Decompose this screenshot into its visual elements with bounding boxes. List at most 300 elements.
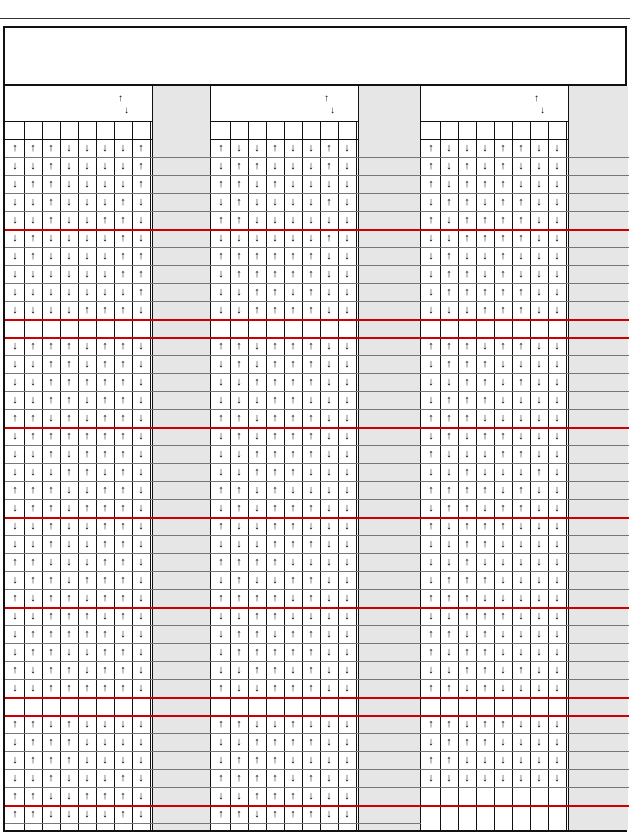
up-arrow-icon: ↑ <box>66 412 72 424</box>
group-divider <box>5 319 629 321</box>
up-arrow-icon: ↑ <box>30 232 36 244</box>
data-row <box>5 284 211 302</box>
up-arrow-icon: ↑ <box>308 376 314 388</box>
down-arrow-icon: ↓ <box>554 502 560 514</box>
up-arrow-icon: ↑ <box>464 466 470 478</box>
down-arrow-icon: ↓ <box>554 358 560 370</box>
down-arrow-icon: ↓ <box>66 448 72 460</box>
down-arrow-icon: ↓ <box>138 772 144 784</box>
up-arrow-icon: ↑ <box>290 358 296 370</box>
up-arrow-icon: ↑ <box>464 214 470 226</box>
down-arrow-icon: ↓ <box>272 232 278 244</box>
down-arrow-icon: ↓ <box>48 268 54 280</box>
down-arrow-icon: ↓ <box>218 286 224 298</box>
data-row <box>211 302 421 320</box>
up-arrow-icon: ↑ <box>326 196 332 208</box>
up-arrow-icon: ↑ <box>308 250 314 262</box>
data-row <box>211 608 421 626</box>
up-arrow-icon: ↑ <box>272 520 278 532</box>
up-arrow-icon: ↑ <box>236 340 242 352</box>
down-arrow-icon: ↓ <box>536 484 542 496</box>
up-arrow-icon: ↑ <box>84 610 90 622</box>
up-arrow-icon: ↑ <box>482 376 488 388</box>
down-arrow-icon: ↓ <box>536 160 542 172</box>
up-arrow-icon: ↑ <box>236 178 242 190</box>
down-arrow-icon: ↓ <box>518 358 524 370</box>
down-arrow-icon: ↓ <box>308 178 314 190</box>
up-arrow-icon: ↑ <box>48 682 54 694</box>
up-arrow-icon: ↑ <box>428 520 434 532</box>
data-row <box>421 140 629 158</box>
up-arrow-icon: ↑ <box>102 484 108 496</box>
down-arrow-icon: ↓ <box>254 520 260 532</box>
up-arrow-icon: ↑ <box>272 484 278 496</box>
down-arrow-icon: ↓ <box>344 502 350 514</box>
up-arrow-icon: ↑ <box>290 304 296 316</box>
down-arrow-icon: ↓ <box>326 520 332 532</box>
up-arrow-icon: ↑ <box>272 646 278 658</box>
down-arrow-icon: ↓ <box>326 574 332 586</box>
down-arrow-icon: ↓ <box>326 772 332 784</box>
up-arrow-icon: ↑ <box>120 574 126 586</box>
down-arrow-icon: ↓ <box>482 142 488 154</box>
up-arrow-icon: ↑ <box>464 484 470 496</box>
up-arrow-icon: ↑ <box>272 304 278 316</box>
down-arrow-icon: ↓ <box>236 538 242 550</box>
up-arrow-icon: ↑ <box>254 646 260 658</box>
up-arrow-icon: ↑ <box>272 412 278 424</box>
down-arrow-icon: ↓ <box>12 160 18 172</box>
up-arrow-icon: ↑ <box>102 394 108 406</box>
down-arrow-icon: ↓ <box>554 214 560 226</box>
down-arrow-icon: ↓ <box>236 286 242 298</box>
down-arrow-icon: ↓ <box>30 682 36 694</box>
down-arrow-icon: ↓ <box>254 808 260 820</box>
down-arrow-icon: ↓ <box>12 448 18 460</box>
data-row <box>421 338 629 356</box>
up-arrow-icon: ↑ <box>218 520 224 532</box>
down-arrow-icon: ↓ <box>344 340 350 352</box>
data-row <box>5 212 211 230</box>
up-arrow-icon: ↑ <box>500 178 506 190</box>
down-arrow-icon: ↓ <box>554 394 560 406</box>
down-arrow-icon: ↓ <box>308 214 314 226</box>
up-arrow-icon: ↑ <box>308 430 314 442</box>
up-arrow-icon: ↑ <box>120 664 126 676</box>
down-arrow-icon: ↓ <box>308 484 314 496</box>
down-arrow-icon: ↓ <box>428 268 434 280</box>
down-arrow-icon: ↓ <box>66 502 72 514</box>
data-row <box>5 644 211 662</box>
down-arrow-icon: ↓ <box>12 538 18 550</box>
down-arrow-icon: ↓ <box>344 646 350 658</box>
down-arrow-icon: ↓ <box>482 502 488 514</box>
data-row <box>421 500 629 518</box>
down-arrow-icon: ↓ <box>326 682 332 694</box>
up-arrow-icon: ↑ <box>48 664 54 676</box>
down-arrow-icon: ↓ <box>30 610 36 622</box>
down-arrow-icon: ↓ <box>30 592 36 604</box>
data-row <box>5 302 211 320</box>
down-arrow-icon: ↓ <box>138 430 144 442</box>
down-arrow-icon: ↓ <box>464 250 470 262</box>
up-arrow-icon: ↑ <box>290 502 296 514</box>
down-arrow-icon: ↓ <box>102 250 108 262</box>
up-arrow-icon: ↑ <box>428 592 434 604</box>
down-arrow-icon: ↓ <box>84 178 90 190</box>
down-arrow-icon: ↓ <box>254 502 260 514</box>
down-arrow-icon: ↓ <box>536 142 542 154</box>
up-arrow-icon: ↑ <box>482 232 488 244</box>
down-arrow-icon: ↓ <box>138 394 144 406</box>
down-arrow-icon: ↓ <box>290 610 296 622</box>
up-arrow-icon: ↑ <box>236 754 242 766</box>
down-arrow-icon: ↓ <box>554 736 560 748</box>
down-arrow-icon: ↓ <box>482 160 488 172</box>
down-arrow-icon: ↓ <box>464 772 470 784</box>
up-arrow-icon: ↑ <box>308 538 314 550</box>
data-row <box>421 446 629 464</box>
down-arrow-icon: ↓ <box>290 286 296 298</box>
down-arrow-icon: ↓ <box>48 790 54 802</box>
up-arrow-icon: ↑ <box>446 394 452 406</box>
up-arrow-icon: ↑ <box>30 790 36 802</box>
down-arrow-icon: ↓ <box>218 754 224 766</box>
up-arrow-icon: ↑ <box>120 304 126 316</box>
up-arrow-icon: ↑ <box>102 664 108 676</box>
data-row <box>421 374 629 392</box>
down-arrow-icon: ↓ <box>120 286 126 298</box>
down-arrow-icon: ↓ <box>308 610 314 622</box>
down-arrow-icon: ↓ <box>12 682 18 694</box>
up-arrow-icon: ↑ <box>48 772 54 784</box>
up-arrow-icon: ↑ <box>218 682 224 694</box>
data-row <box>421 536 629 554</box>
down-arrow-icon: ↓ <box>326 592 332 604</box>
down-arrow-icon: ↓ <box>536 430 542 442</box>
down-arrow-icon: ↓ <box>326 358 332 370</box>
up-arrow-icon: ↑ <box>308 574 314 586</box>
up-arrow-icon: ↑ <box>236 646 242 658</box>
up-arrow-icon: ↑ <box>236 718 242 730</box>
down-arrow-icon: ↓ <box>500 664 506 676</box>
up-arrow-icon: ↑ <box>326 142 332 154</box>
down-arrow-icon: ↓ <box>12 376 18 388</box>
panel-1 <box>5 86 211 830</box>
down-arrow-icon: ↓ <box>518 628 524 640</box>
down-arrow-icon: ↓ <box>308 790 314 802</box>
up-arrow-icon: ↑ <box>446 268 452 280</box>
up-arrow-icon: ↑ <box>290 250 296 262</box>
down-arrow-icon: ↓ <box>554 610 560 622</box>
down-arrow-icon: ↓ <box>518 646 524 658</box>
up-arrow-icon: ↑ <box>326 160 332 172</box>
data-row <box>211 158 421 176</box>
down-arrow-icon: ↓ <box>554 628 560 640</box>
down-arrow-icon: ↓ <box>120 718 126 730</box>
up-arrow-icon: ↑ <box>236 592 242 604</box>
down-arrow-icon: ↓ <box>102 268 108 280</box>
down-arrow-icon: ↓ <box>218 538 224 550</box>
data-row <box>211 644 421 662</box>
up-arrow-icon: ↑ <box>290 376 296 388</box>
down-arrow-icon: ↓ <box>30 520 36 532</box>
down-arrow-icon: ↓ <box>326 610 332 622</box>
down-arrow-icon: ↓ <box>84 718 90 730</box>
down-arrow-icon: ↓ <box>48 808 54 820</box>
down-arrow-icon: ↓ <box>48 286 54 298</box>
down-arrow-icon: ↓ <box>344 484 350 496</box>
down-arrow-icon: ↓ <box>138 646 144 658</box>
up-arrow-icon: ↑ <box>500 718 506 730</box>
up-arrow-icon: ↑ <box>102 358 108 370</box>
down-arrow-icon: ↓ <box>518 268 524 280</box>
down-arrow-icon: ↓ <box>554 286 560 298</box>
up-arrow-icon: ↑ <box>218 340 224 352</box>
data-row <box>5 194 211 212</box>
down-arrow-icon: ↓ <box>254 340 260 352</box>
down-arrow-icon: ↓ <box>344 268 350 280</box>
up-arrow-icon: ↑ <box>30 340 36 352</box>
data-row <box>421 518 629 536</box>
data-row <box>5 464 211 482</box>
down-arrow-icon: ↓ <box>518 556 524 568</box>
up-arrow-icon: ↑ <box>218 178 224 190</box>
down-arrow-icon: ↓ <box>518 682 524 694</box>
up-arrow-icon: ↑ <box>464 286 470 298</box>
down-arrow-icon: ↓ <box>518 250 524 262</box>
title-area <box>5 28 625 86</box>
down-arrow-icon: ↓ <box>536 214 542 226</box>
up-arrow-icon: ↑ <box>48 592 54 604</box>
down-arrow-icon: ↓ <box>218 160 224 172</box>
up-arrow-icon: ↑ <box>48 484 54 496</box>
up-arrow-icon: ↑ <box>236 556 242 568</box>
down-arrow-icon: ↓ <box>428 538 434 550</box>
data-row <box>5 428 211 446</box>
down-arrow-icon: ↓ <box>66 574 72 586</box>
down-arrow-icon: ↓ <box>12 286 18 298</box>
down-arrow-icon: ↓ <box>66 250 72 262</box>
up-arrow-icon: ↑ <box>482 394 488 406</box>
up-arrow-icon: ↑ <box>254 592 260 604</box>
down-arrow-icon: ↓ <box>84 556 90 568</box>
down-arrow-icon: ↓ <box>30 664 36 676</box>
up-arrow-icon: ↑ <box>428 754 434 766</box>
down-arrow-icon: ↓ <box>482 592 488 604</box>
down-arrow-icon: ↓ <box>254 538 260 550</box>
down-arrow-icon: ↓ <box>308 754 314 766</box>
data-row <box>5 572 211 590</box>
down-arrow-icon: ↓ <box>326 178 332 190</box>
data-row <box>5 500 211 518</box>
down-arrow-icon: ↓ <box>138 682 144 694</box>
up-arrow-icon: ↑ <box>102 430 108 442</box>
down-arrow-icon: ↓ <box>290 754 296 766</box>
down-arrow-icon: ↓ <box>482 196 488 208</box>
down-arrow-icon: ↓ <box>326 304 332 316</box>
down-arrow-icon: ↓ <box>536 718 542 730</box>
down-arrow-icon: ↓ <box>536 664 542 676</box>
up-arrow-icon: ↑ <box>272 592 278 604</box>
down-arrow-icon: ↓ <box>30 268 36 280</box>
down-arrow-icon: ↓ <box>66 556 72 568</box>
down-arrow-icon: ↓ <box>518 412 524 424</box>
data-row <box>211 572 421 590</box>
data-row <box>421 356 629 374</box>
down-arrow-icon: ↓ <box>554 538 560 550</box>
up-arrow-icon: ↑ <box>66 736 72 748</box>
down-arrow-icon: ↓ <box>464 754 470 766</box>
up-arrow-icon: ↑ <box>464 376 470 388</box>
up-arrow-icon: ↑ <box>102 628 108 640</box>
down-arrow-icon: ↓ <box>66 196 72 208</box>
down-arrow-icon: ↓ <box>344 790 350 802</box>
data-row <box>5 266 211 284</box>
up-arrow-icon: ↑ <box>482 430 488 442</box>
down-arrow-icon: ↓ <box>344 358 350 370</box>
data-row <box>5 626 211 644</box>
data-row <box>211 230 421 248</box>
down-arrow-icon: ↓ <box>536 196 542 208</box>
up-arrow-icon: ↑ <box>30 556 36 568</box>
down-arrow-icon: ↓ <box>344 520 350 532</box>
up-arrow-icon: ↑ <box>48 430 54 442</box>
up-arrow-icon: ↑ <box>446 754 452 766</box>
down-arrow-icon: ↓ <box>12 250 18 262</box>
down-arrow-icon: ↓ <box>554 268 560 280</box>
down-arrow-icon: ↓ <box>102 466 108 478</box>
down-arrow-icon: ↓ <box>254 196 260 208</box>
data-row <box>211 338 421 356</box>
up-arrow-icon: ↑ <box>236 358 242 370</box>
data-row <box>211 410 421 428</box>
up-arrow-icon: ↑ <box>236 808 242 820</box>
down-arrow-icon: ↓ <box>536 268 542 280</box>
up-arrow-icon: ↑ <box>218 808 224 820</box>
down-arrow-icon: ↓ <box>554 574 560 586</box>
down-arrow-icon: ↓ <box>84 286 90 298</box>
down-arrow-icon: ↓ <box>536 412 542 424</box>
down-arrow-icon: ↓ <box>48 304 54 316</box>
up-arrow-icon: ↑ <box>66 718 72 730</box>
down-arrow-icon: ↓ <box>66 520 72 532</box>
down-arrow-icon: ↓ <box>218 628 224 640</box>
data-row <box>421 194 629 212</box>
up-arrow-icon: ↑ <box>464 178 470 190</box>
up-arrow-icon: ↑ <box>120 394 126 406</box>
up-arrow-icon: ↑ <box>254 286 260 298</box>
up-arrow-icon: ↑ <box>254 664 260 676</box>
up-arrow-icon: ↑ <box>218 412 224 424</box>
up-arrow-icon: ↑ <box>120 214 126 226</box>
down-arrow-icon: ↓ <box>428 232 434 244</box>
data-row <box>421 644 629 662</box>
up-arrow-icon: ↑ <box>84 430 90 442</box>
down-arrow-icon: ↓ <box>308 142 314 154</box>
down-arrow-icon: ↓ <box>536 772 542 784</box>
down-arrow-icon: ↓ <box>554 682 560 694</box>
up-arrow-icon: ↑ <box>308 286 314 298</box>
down-arrow-icon: ↓ <box>536 556 542 568</box>
down-arrow-icon: ↓ <box>138 502 144 514</box>
up-arrow-icon: ↑ <box>518 448 524 460</box>
down-arrow-icon: ↓ <box>84 538 90 550</box>
up-arrow-icon: ↑ <box>290 808 296 820</box>
down-arrow-icon: ↓ <box>66 304 72 316</box>
data-row <box>5 608 211 626</box>
down-arrow-icon: ↓ <box>272 160 278 172</box>
down-arrow-icon: ↓ <box>12 268 18 280</box>
down-arrow-icon: ↓ <box>102 610 108 622</box>
down-arrow-icon: ↓ <box>48 466 54 478</box>
down-arrow-icon: ↓ <box>120 754 126 766</box>
down-arrow-icon: ↓ <box>464 430 470 442</box>
down-arrow-icon: ↓ <box>218 196 224 208</box>
down-arrow-icon: ↓ <box>236 142 242 154</box>
down-arrow-icon: ↓ <box>102 232 108 244</box>
group-divider <box>5 715 629 717</box>
direction-legend <box>534 94 548 118</box>
up-arrow-icon: ↑ <box>138 268 144 280</box>
up-arrow-icon: ↑ <box>428 214 434 226</box>
up-arrow-icon: ↑ <box>290 268 296 280</box>
down-arrow-icon: ↓ <box>218 790 224 802</box>
up-arrow-icon: ↑ <box>482 718 488 730</box>
data-row <box>421 464 629 482</box>
down-arrow-icon: ↓ <box>500 682 506 694</box>
down-arrow-icon: ↓ <box>138 448 144 460</box>
group-divider <box>5 697 629 699</box>
up-arrow-icon: ↑ <box>272 556 278 568</box>
down-arrow-icon: ↓ <box>482 448 488 460</box>
up-arrow-icon: ↑ <box>272 808 278 820</box>
up-arrow-icon: ↑ <box>120 232 126 244</box>
data-row <box>421 770 629 788</box>
down-arrow-icon: ↓ <box>554 556 560 568</box>
up-arrow-icon: ↑ <box>272 358 278 370</box>
up-arrow-icon: ↑ <box>464 610 470 622</box>
up-arrow-icon: ↑ <box>464 592 470 604</box>
down-arrow-icon: ↓ <box>500 754 506 766</box>
down-arrow-icon: ↓ <box>536 754 542 766</box>
up-arrow-icon: ↑ <box>84 304 90 316</box>
up-arrow-icon: ↑ <box>254 772 260 784</box>
down-arrow-icon: ↓ <box>48 412 54 424</box>
up-arrow-icon: ↑ <box>102 214 108 226</box>
up-arrow-icon: ↑ <box>446 286 452 298</box>
down-arrow-icon: ↓ <box>428 736 434 748</box>
data-row <box>5 662 211 680</box>
up-arrow-icon: ↑ <box>290 538 296 550</box>
up-arrow-icon: ↑ <box>464 394 470 406</box>
down-arrow-icon: ↓ <box>290 178 296 190</box>
up-arrow-icon: ↑ <box>138 250 144 262</box>
down-arrow-icon: ↓ <box>428 394 434 406</box>
up-arrow-icon: ↑ <box>102 592 108 604</box>
down-arrow-icon: ↓ <box>500 412 506 424</box>
down-arrow-icon: ↓ <box>12 628 18 640</box>
down-arrow-icon: ↓ <box>518 772 524 784</box>
down-arrow-icon: ↓ <box>236 664 242 676</box>
up-arrow-icon: ↑ <box>48 340 54 352</box>
up-arrow-icon: ↑ <box>308 664 314 676</box>
data-row <box>421 392 629 410</box>
up-arrow-icon: ↑ <box>482 286 488 298</box>
up-arrow-icon: ↑ <box>308 412 314 424</box>
up-arrow-icon: ↑ <box>446 502 452 514</box>
down-arrow-icon: ↓ <box>464 628 470 640</box>
